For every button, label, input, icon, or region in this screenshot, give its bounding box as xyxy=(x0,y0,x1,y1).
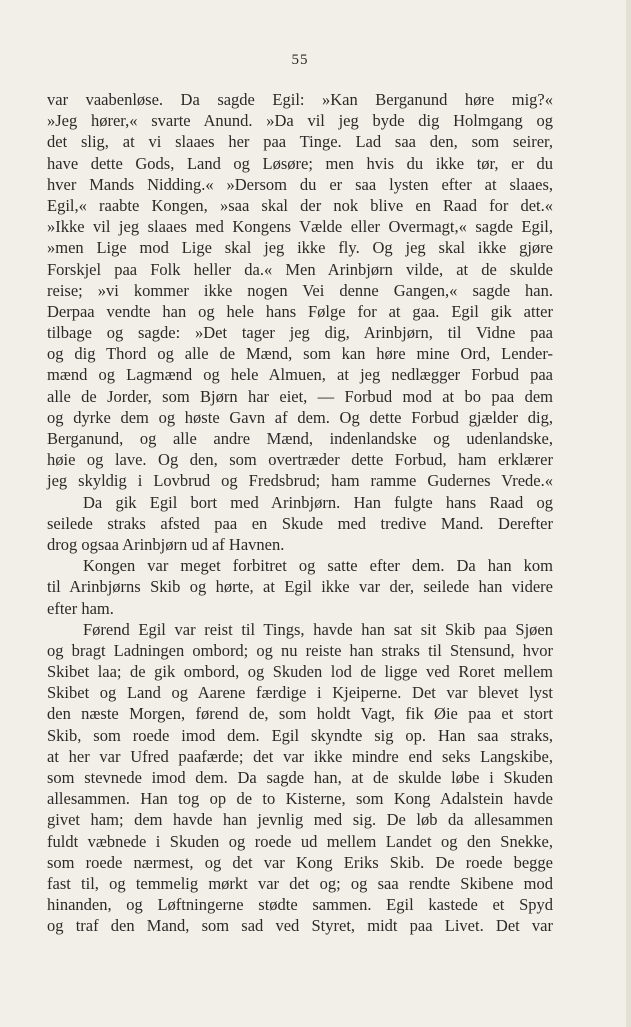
text-line: og dig Thord og alle de Mænd, som kan høre mine Ord, Lender- xyxy=(47,344,553,364)
text-line: den næste Morgen, førend de, som holdt Vagt, fik Øie paa et stort xyxy=(47,704,553,724)
text-line: Egil,« raabte Kongen, »saa skal der nok blive en Raad for det.« xyxy=(47,195,553,215)
page-edge xyxy=(626,0,631,1027)
text-line: drog ogsaa Arinbjørn ud af Havnen. xyxy=(47,534,285,554)
text-line: allesammen. Han tog op de to Kisterne, som Kong Adalstein havde xyxy=(47,789,553,809)
text-line: som stevnede imod dem. Da sagde han, at de skulde løbe i Skuden xyxy=(47,768,553,787)
text-line: Forskjel paa Folk heller da.« Men Arinbjørn vilde, at de skulde xyxy=(47,259,553,279)
text-line: Førend Egil var reist til Tings, havde han sat sit Skib paa Sjøen xyxy=(83,619,553,639)
text-line: Da gik Egil bort med Arinbjørn. Han fulgte hans Raad og xyxy=(83,492,553,512)
text-line: seilede straks afsted paa en Skude med tredive Mand. Derefter xyxy=(47,513,553,533)
text-line: og bragt Ladningen ombord; og nu reiste han straks til Stensund, hvor xyxy=(47,640,553,660)
body-text xyxy=(47,89,553,937)
text-line: hinanden, og Løftningerne stødte sammen. Egil kastede et Spyd xyxy=(47,895,553,915)
text-line: givet ham; dem havde han jevnlig med sig. De løb da allesammen xyxy=(47,810,553,830)
text-line: »Jeg hører,« svarte Anund. »Da vil jeg byde dig Holmgang og xyxy=(47,111,553,131)
text-line: og dyrke dem og høste Gavn af dem. Og dette Forbud gjælder dig, xyxy=(47,407,553,427)
text-line: Skibet og Land og Aarene færdige i Kjeiperne. Det var blevet lyst xyxy=(47,683,553,703)
text-line: som roede nærmest, og det var Kong Eriks Skib. De roede begge xyxy=(47,852,553,872)
text-line: at her var Ufred paafærde; det var ikke mindre end seks Langskibe, xyxy=(47,746,553,766)
text-line: og traf den Mand, som sad ved Styret, midt paa Livet. Det var xyxy=(47,916,553,936)
text-line: reise; »vi kommer ikke nogen Vei denne Gangen,« sagde han. xyxy=(47,280,553,300)
text-line: Derpaa vendte han og hele hans Følge for at gaa. Egil gik atter xyxy=(47,301,553,321)
text-line: til Arinbjørns Skib og hørte, at Egil ikke var der, seilede han videre xyxy=(47,577,553,597)
text-line: fast til, og temmelig mørkt var det og; og saa rendte Skibene mod xyxy=(47,873,553,893)
text-line: Skib, som roede imod dem. Egil skyndte sig op. Han saa straks, xyxy=(47,725,553,745)
text-line: mænd og Lagmænd og hele Almuen, at jeg nedlægger Forbud paa xyxy=(47,365,553,385)
text-line: alle de Jorder, som Bjørn har eiet, — Forbud mod at bo paa dem xyxy=(47,386,553,406)
text-line: tilbage og sagde: »Det tager jeg dig, Arinbjørn, til Vidne paa xyxy=(47,323,553,343)
text-line: »men Lige mod Lige skal jeg ikke fly. Og jeg skal ikke gjøre xyxy=(47,238,553,258)
text-line: »Ikke vil jeg slaaes med Kongens Vælde eller Overmagt,« sagde Egil, xyxy=(47,217,553,237)
text-line: var vaabenløse. Da sagde Egil: »Kan Berganund høre mig?« xyxy=(47,90,553,109)
text-line: fuldt væbnede i Skuden og roede ud mellem Landet og den Snekke, xyxy=(47,831,553,851)
page-number: 55 xyxy=(291,52,309,68)
text-line: hver Mands Nidding.« »Dersom du er saa lysten efter at slaaes, xyxy=(47,174,553,194)
text-line: Skibet laa; de gik ombord, og Skuden lod de ligge ved Roret mellem xyxy=(47,662,553,682)
text-line: Kongen var meget forbitret og satte efter dem. Da han kom xyxy=(83,556,553,576)
text-line: Berganund, og alle andre Mænd, indenlandske og udenlandske, xyxy=(47,429,553,448)
text-line: det slig, at vi slaaes her paa Tinge. Lad saa den, som seirer, xyxy=(47,132,553,152)
text-line: jeg skyldig i Lovbrud og Fredsbrud; ham ramme Gudernes Vrede.« xyxy=(47,471,553,491)
text-line: høie og lave. Og den, som overtræder dette Forbud, ham erklærer xyxy=(47,450,553,470)
text-line: efter ham. xyxy=(47,598,114,618)
text-line: have dette Gods, Land og Løsøre; men hvis du ikke tør, er du xyxy=(47,153,553,173)
